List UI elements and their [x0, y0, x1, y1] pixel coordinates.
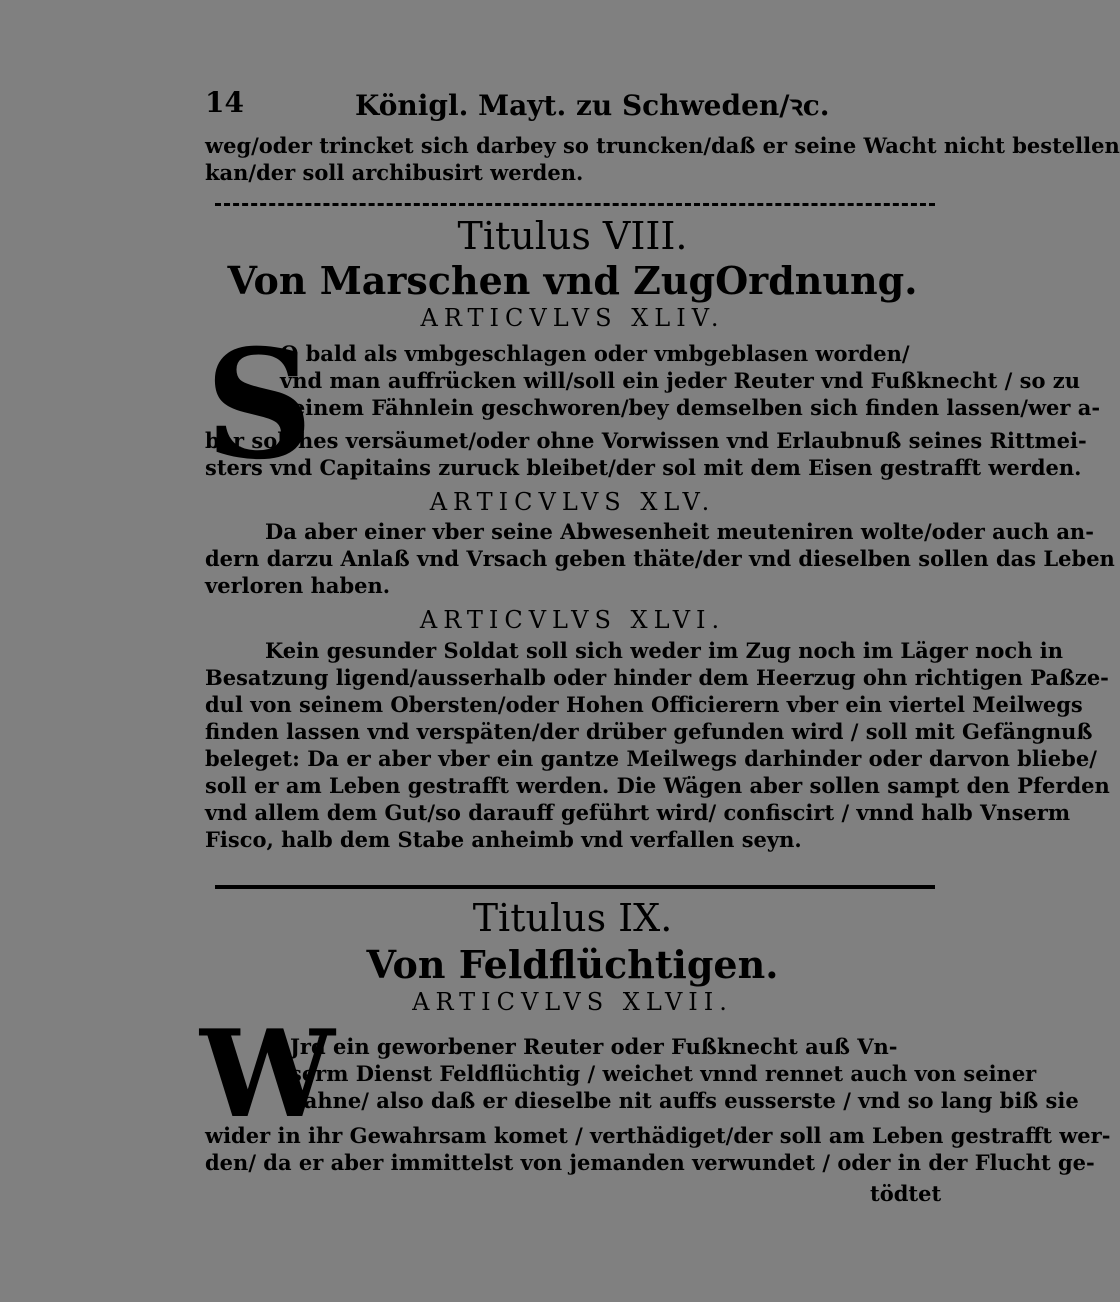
text-line: dern darzu Anlaß vnd Vrsach geben thäte/der vnd dieselben sollen das Leben [205, 546, 1115, 571]
section-heading: Von Feldflüchtigen. [366, 942, 779, 987]
section-heading: Von Marschen vnd ZugOrdnung. [227, 258, 918, 303]
article-46-body [205, 637, 1110, 853]
article-44-body [205, 427, 1087, 481]
text-line: O bald als vmbgeschlagen oder vmbgeblasen worden/ [280, 341, 910, 366]
text-line: Besatzung ligend/ausserhalb oder hinder dem Heerzug ohn richtigen Paßze- [205, 665, 1109, 690]
drop-cap: S [205, 317, 314, 493]
text-line: Kein gesunder Soldat soll sich weder im Zug noch im Läger noch in [265, 638, 1064, 663]
text-line: Da aber einer vber seine Abwesenheit meuteniren wolte/oder auch an- [265, 519, 1094, 544]
catchword: tödtet [870, 1181, 942, 1206]
text-line: Fisco, halb dem Stabe anheimb vnd verfallen seyn. [205, 827, 802, 852]
text-line: verloren haben. [205, 573, 391, 598]
text-line: dul von seinem Obersten/oder Hohen Officierern vber ein viertel Meilwegs [205, 692, 1083, 717]
text-line: weg/oder trincket sich darbey so truncken/daß er seine Wacht nicht bestellen [205, 133, 1120, 158]
section-divider [215, 203, 935, 206]
page-number: 14 [205, 86, 244, 119]
article-label: ARTICVLVS XLV. [429, 488, 716, 516]
text-line: serm Dienst Feldflüchtig / weichet vnnd rennet auch von seiner [290, 1061, 1037, 1086]
section-titulus: Titulus IX. [472, 896, 673, 940]
text-line: sters vnd Capitains zuruck bleibet/der sol mit dem Eisen gestrafft werden. [205, 455, 1082, 480]
text-line: beleget: Da er aber vber ein gantze Meilwegs darhinder oder darvon bliebe/ [205, 746, 1097, 771]
text-line: vnd man auffrücken will/soll ein jeder Reuter vnd Fußknecht / so zu [280, 368, 1080, 393]
article-label: ARTICVLVS XLVII. [412, 988, 733, 1016]
text-line: ber solches versäumet/oder ohne Vorwissen vnd Erlaubnuß seines Rittmei- [205, 428, 1087, 453]
article-47-top [290, 1033, 1079, 1114]
text-line: kan/der soll archibusirt werden. [205, 160, 584, 185]
article-45-body [205, 518, 1115, 599]
text-line: Jrd ein geworbener Reuter oder Fußknecht auß Vn- [290, 1034, 898, 1059]
intro-paragraph [205, 132, 1120, 186]
text-line: finden lassen vnd verspäten/der drüber gefunden wird / soll mit Gefängnuß [205, 719, 1093, 744]
text-line: Fahne/ also daß er dieselbe nit auffs eusserste / vnd so lang biß sie [290, 1088, 1079, 1113]
section-titulus: Titulus VIII. [457, 214, 688, 258]
article-label: ARTICVLVS XLVI. [419, 606, 726, 634]
text-line: den/ da er aber immittelst von jemanden verwundet / oder in der Flucht ge- [205, 1150, 1095, 1175]
article-label: ARTICVLVS XLIV. [420, 304, 725, 332]
article-44-top [280, 340, 1101, 421]
text-line: seinem Fähnlein geschworen/bey demselben sich finden lassen/wer a- [280, 395, 1101, 420]
drop-cap: W [200, 1004, 335, 1145]
section-divider [215, 885, 935, 889]
text-line: vnd allem dem Gut/so darauff geführt wird/ confiscirt / vnnd halb Vnserm [205, 800, 1071, 825]
running-title: Königl. Mayt. zu Schweden/ꝛc. [355, 89, 830, 122]
article-47-body [205, 1122, 1111, 1176]
text-line: soll er am Leben gestrafft werden. Die Wägen aber sollen sampt den Pferden [205, 773, 1110, 798]
text-line: wider in ihr Gewahrsam komet / verthädiget/der soll am Leben gestrafft wer- [205, 1123, 1111, 1148]
